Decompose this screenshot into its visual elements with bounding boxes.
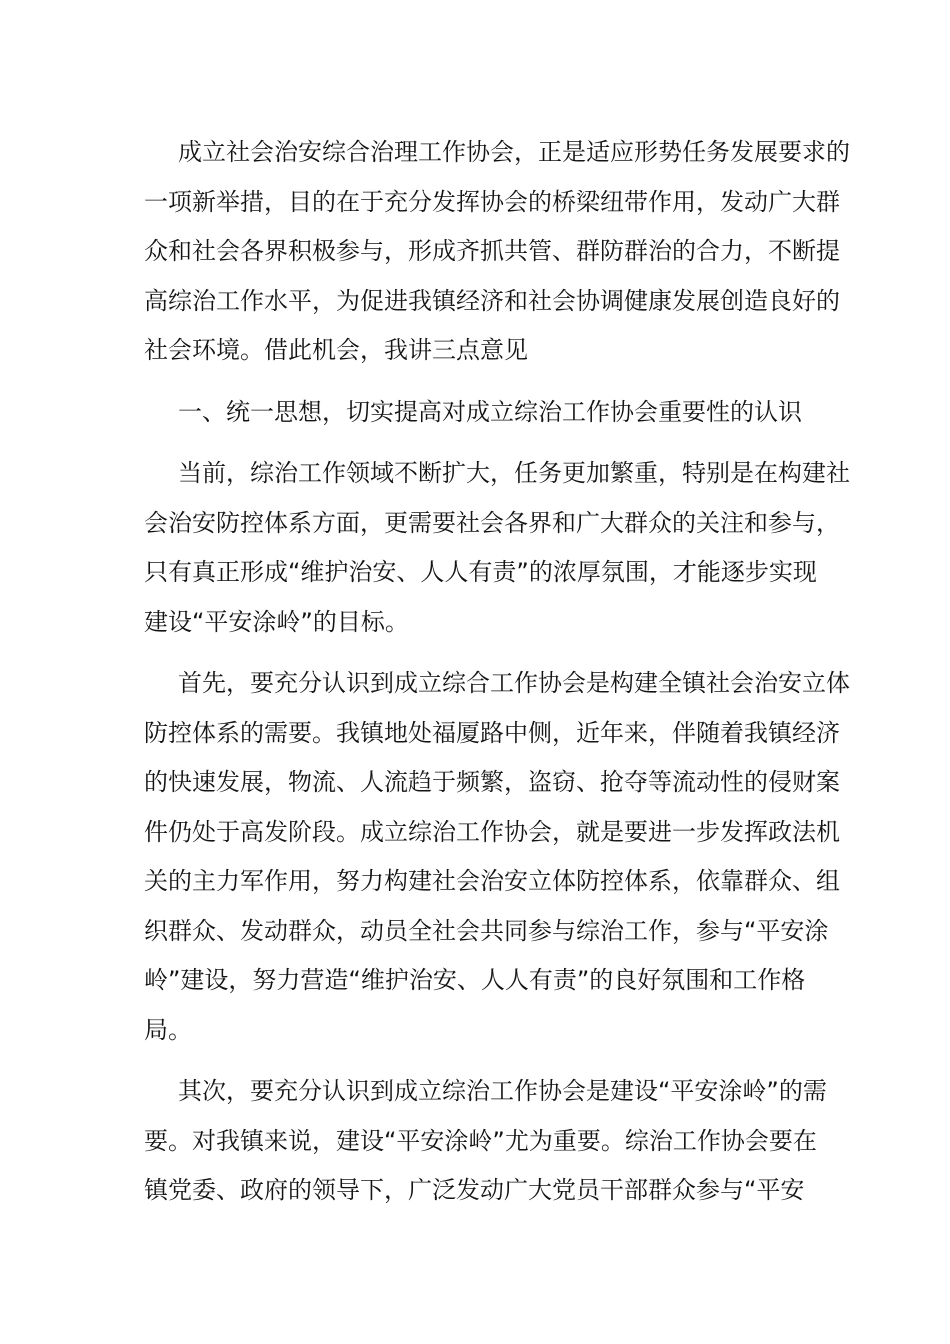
text-line: 高综治工作水平，为促进我镇经济和社会协调健康发展创造良好的 bbox=[144, 286, 840, 315]
document-body bbox=[144, 128, 850, 1228]
text-line: 成立社会治安综合治理工作协会，正是适应形势任务发展要求的 bbox=[178, 138, 850, 166]
text-line: 岭”建设，努力营造“维护治安、人人有责”的良好氛围和工作格 bbox=[144, 966, 806, 994]
text-line: 当前，综治工作领域不断扩大，任务更加繁重，特别是在构建社 bbox=[178, 459, 850, 487]
text-line: 关的主力军作用，努力构建社会治安立体防控体系，依靠群众、组 bbox=[144, 867, 840, 895]
text-line: 众和社会各界积极参与，形成齐抓共管、群防群治的合力，不断提 bbox=[144, 237, 840, 265]
text-line: 一、统一思想，切实提高对成立综治工作协会重要性的认识 bbox=[178, 397, 802, 426]
paragraph-second-point bbox=[144, 1067, 827, 1216]
text-line: 防控体系的需要。我镇地处福厦路中侧，近年来，伴随着我镇经济 bbox=[144, 718, 840, 747]
text-line: 只有真正形成“维护治安、人人有责”的浓厚氛围，才能逐步实现 bbox=[144, 558, 817, 586]
text-line: 会治安防控体系方面，更需要社会各界和广大群众的关注和参与， bbox=[144, 508, 840, 537]
text-line: 的快速发展，物流、人流趋于频繁，盗窃、抢夺等流动性的侵财案 bbox=[144, 768, 840, 796]
text-line: 建设“平安涂岭”的目标。 bbox=[144, 607, 409, 636]
text-line: 首先，要充分认识到成立综合工作协会是构建全镇社会治安立体 bbox=[178, 669, 850, 697]
paragraph-first-point bbox=[144, 659, 850, 1055]
section-heading-one bbox=[144, 388, 808, 438]
paragraph-intro bbox=[144, 128, 850, 376]
text-line: 一项新举措，目的在于充分发挥协会的桥梁纽带作用，发动广大群 bbox=[144, 187, 840, 216]
text-line: 织群众、发动群众，动员全社会共同参与综治工作，参与“平安涂 bbox=[144, 916, 829, 945]
text-line: 局。 bbox=[144, 1015, 192, 1044]
paragraph-current-situation bbox=[144, 449, 850, 647]
text-line: 社会环境。借此机会，我讲三点意见 bbox=[144, 336, 528, 364]
text-line: 其次，要充分认识到成立综治工作协会是建设“平安涂岭”的需 bbox=[178, 1077, 827, 1105]
text-line: 件仍处于高发阶段。成立综治工作协会，就是要进一步发挥政法机 bbox=[144, 817, 840, 846]
text-line: 要。对我镇来说，建设“平安涂岭”尤为重要。综治工作协会要在 bbox=[144, 1126, 817, 1155]
text-line: 镇党委、政府的领导下，广泛发动广大党员干部群众参与“平安 bbox=[144, 1176, 805, 1204]
